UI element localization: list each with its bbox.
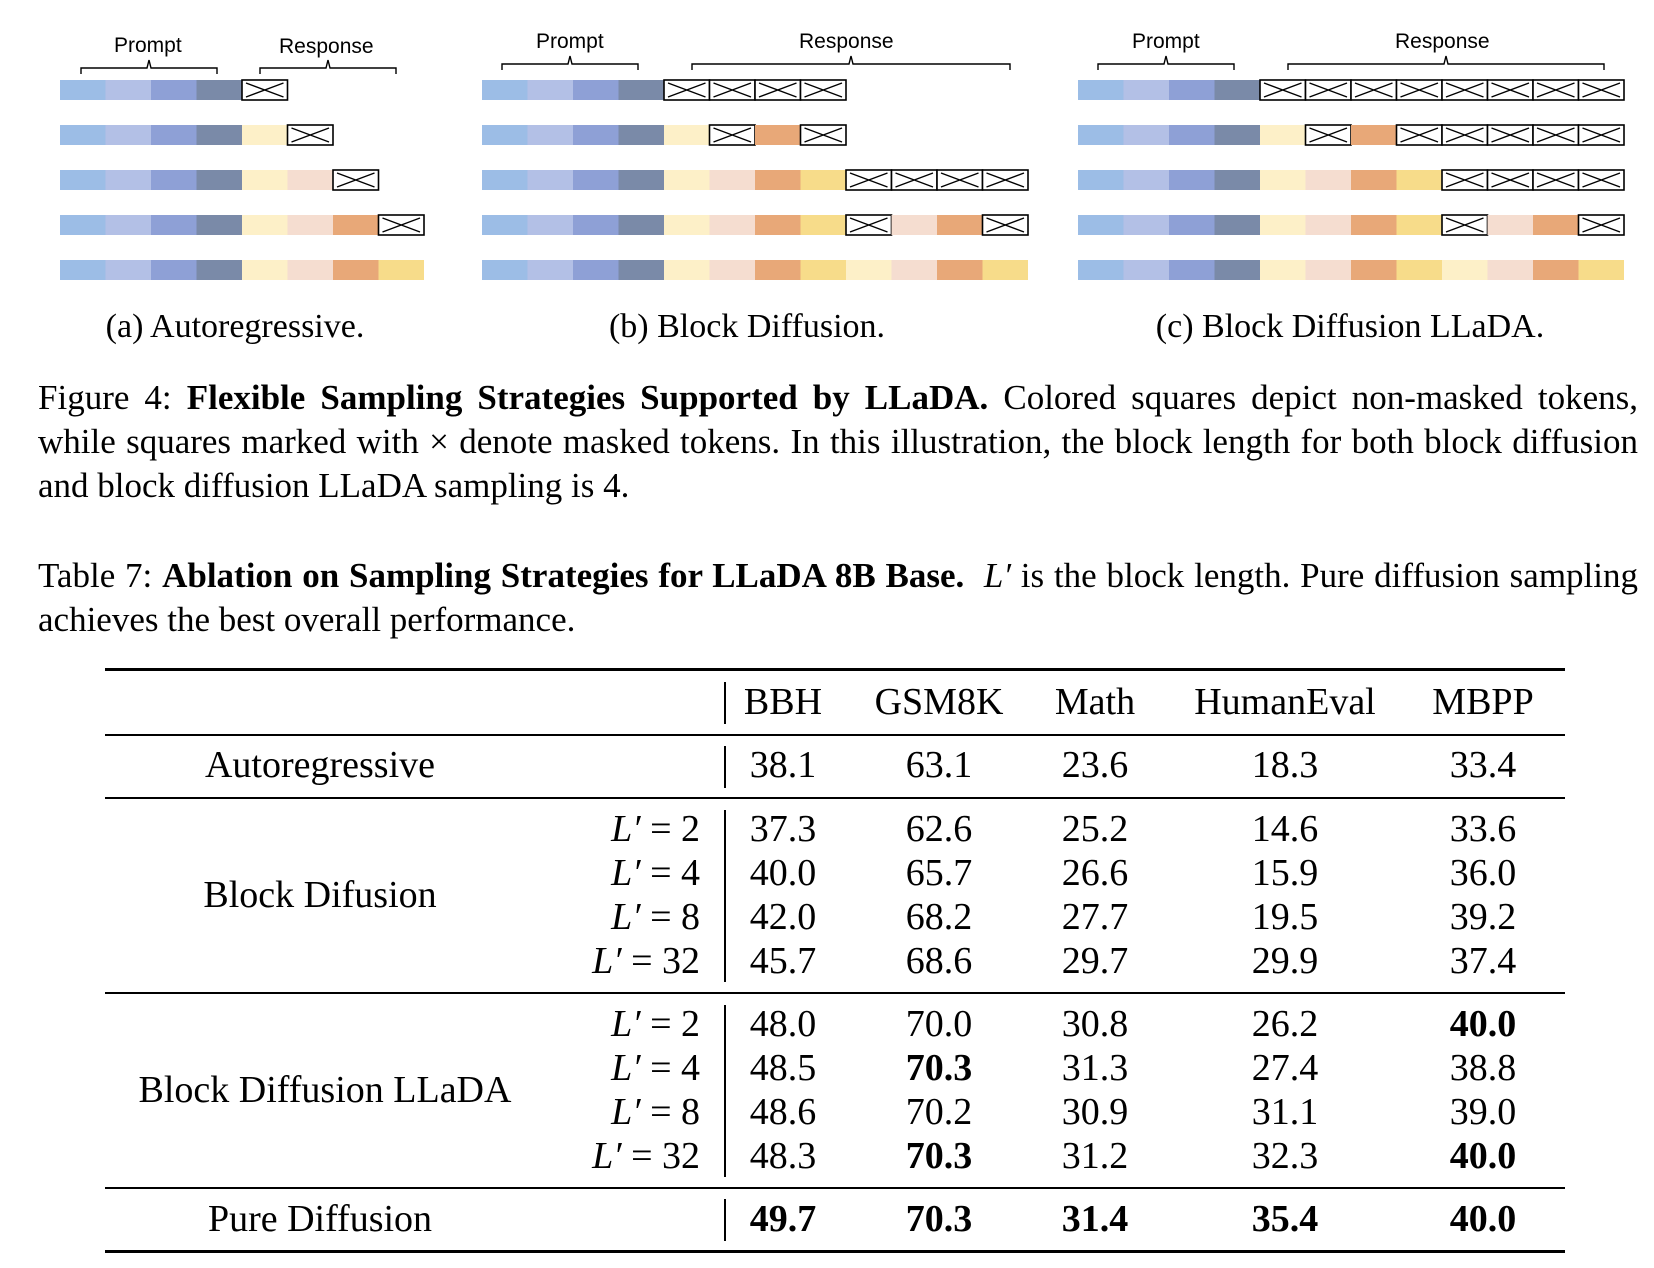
prompt-brace (79, 58, 219, 78)
token (288, 260, 334, 280)
table-cell: 39.0 (1449, 1091, 1517, 1133)
token (1533, 215, 1579, 235)
group-rule (105, 1187, 1565, 1189)
token (892, 260, 938, 280)
token (333, 260, 379, 280)
table-cell: 70.2 (905, 1091, 973, 1133)
bottom-rule (105, 1250, 1565, 1253)
header-rule (105, 734, 1565, 736)
token (801, 260, 847, 280)
column-header: Math (1054, 681, 1136, 723)
token (106, 125, 152, 145)
token (1169, 80, 1215, 100)
table-cell: 37.4 (1449, 940, 1517, 982)
column-header: MBPP (1432, 681, 1534, 723)
table-cell: 42.0 (749, 896, 817, 938)
token (710, 170, 756, 190)
token (937, 215, 983, 235)
top-rule (105, 668, 1565, 671)
table-cell: 38.1 (749, 744, 817, 786)
table-cell: 48.0 (749, 1003, 817, 1045)
response-label: Response (1395, 30, 1490, 53)
table-caption-variable: L′ (983, 556, 1011, 595)
token (573, 260, 619, 280)
table-cell: 31.1 (1251, 1091, 1319, 1133)
token (151, 80, 197, 100)
table-cell: 31.2 (1061, 1135, 1129, 1177)
token (664, 260, 710, 280)
block-length-param: L′ = 8 (611, 1091, 700, 1133)
token (197, 260, 243, 280)
token (1488, 260, 1534, 280)
table-cell: 27.4 (1251, 1047, 1319, 1089)
token (151, 260, 197, 280)
token (1078, 260, 1124, 280)
token (1351, 260, 1397, 280)
table-cell: 38.8 (1449, 1047, 1517, 1089)
token (1078, 215, 1124, 235)
token (528, 260, 574, 280)
token (710, 260, 756, 280)
token (937, 260, 983, 280)
table-cell: 45.7 (749, 940, 817, 982)
column-header: GSM8K (874, 681, 1004, 723)
token (1215, 215, 1261, 235)
panel-caption-b: (b) Block Diffusion. (608, 308, 886, 345)
token (1124, 80, 1170, 100)
token (288, 170, 334, 190)
row-group-label: Autoregressive (204, 744, 436, 786)
token (151, 125, 197, 145)
token-grid-block-diffusion (482, 78, 1032, 298)
token (1215, 125, 1261, 145)
token (1260, 260, 1306, 280)
token (755, 170, 801, 190)
token (482, 125, 528, 145)
token (379, 260, 425, 280)
table-cell: 48.5 (749, 1047, 817, 1089)
token (1397, 170, 1443, 190)
token (664, 170, 710, 190)
token (1533, 260, 1579, 280)
token (983, 260, 1029, 280)
figure-caption-text: Colored squares depict non-masked tokens, while squares marked with × denote masked tokens. In this illustration, the block length for both block diffusion and block diffusion LLaDA sampling is 4. (38, 378, 1638, 505)
table-cell: 65.7 (905, 852, 973, 894)
table-cell: 29.7 (1061, 940, 1129, 982)
token (197, 125, 243, 145)
table-cell: 68.2 (905, 896, 973, 938)
token (106, 215, 152, 235)
prompt-label: Prompt (1132, 30, 1200, 53)
table-cell: 25.2 (1061, 808, 1129, 850)
token (755, 215, 801, 235)
table-cell: 49.7 (749, 1198, 817, 1240)
token (1306, 215, 1352, 235)
table-cell: 33.6 (1449, 808, 1517, 850)
token (1579, 260, 1625, 280)
token (1169, 170, 1215, 190)
token (106, 80, 152, 100)
token (288, 215, 334, 235)
token (333, 215, 379, 235)
figure-caption-prefix: Figure 4: (38, 378, 187, 417)
table-cell: 23.6 (1061, 744, 1129, 786)
table-cell: 30.9 (1061, 1091, 1129, 1133)
token (710, 215, 756, 235)
token (60, 215, 106, 235)
token (619, 215, 665, 235)
response-label: Response (799, 30, 894, 53)
column-header: HumanEval (1194, 681, 1376, 723)
table-cell: 63.1 (905, 744, 973, 786)
token (619, 125, 665, 145)
token (197, 215, 243, 235)
table-cell: 35.4 (1251, 1198, 1319, 1240)
token (106, 170, 152, 190)
token (528, 215, 574, 235)
token (801, 170, 847, 190)
table-cell: 48.3 (749, 1135, 817, 1177)
table-cell: 14.6 (1251, 808, 1319, 850)
token (1260, 215, 1306, 235)
figure-caption-title: Flexible Sampling Strategies Supported by LLaDA. (186, 378, 989, 417)
table-cell: 26.2 (1251, 1003, 1319, 1045)
panel-caption-a: (a) Autoregressive. (105, 308, 365, 345)
token (60, 170, 106, 190)
table-caption-title: Ablation on Sampling Strategies for LLaDA 8B Base. (162, 556, 965, 595)
token (664, 215, 710, 235)
token (242, 125, 288, 145)
token (1124, 260, 1170, 280)
table-cell: 40.0 (1449, 1003, 1517, 1045)
token (482, 260, 528, 280)
token (60, 80, 106, 100)
token (573, 215, 619, 235)
column-header: BBH (743, 681, 823, 723)
table-cell: 31.3 (1061, 1047, 1129, 1089)
token (1351, 215, 1397, 235)
block-length-param: L′ = 2 (611, 1003, 700, 1045)
block-length-param: L′ = 4 (611, 852, 700, 894)
table-cell: 36.0 (1449, 852, 1517, 894)
token (1078, 80, 1124, 100)
table-cell: 40.0 (1449, 1135, 1517, 1177)
token (106, 260, 152, 280)
token (664, 125, 710, 145)
group-rule (105, 797, 1565, 799)
token (1169, 260, 1215, 280)
block-length-param: L′ = 8 (611, 896, 700, 938)
token (482, 170, 528, 190)
table-cell: 33.4 (1449, 744, 1517, 786)
token (197, 80, 243, 100)
table-cell: 37.3 (749, 808, 817, 850)
token (1124, 215, 1170, 235)
token (1442, 260, 1488, 280)
token (1397, 215, 1443, 235)
table-cell: 26.6 (1061, 852, 1129, 894)
block-length-param: L′ = 32 (592, 940, 700, 982)
table-caption (38, 554, 1638, 642)
token (1169, 125, 1215, 145)
table-cell: 18.3 (1251, 744, 1319, 786)
table-cell: 70.3 (905, 1198, 973, 1240)
table-cell: 70.3 (905, 1135, 973, 1177)
figure-caption (38, 376, 1638, 508)
token-grid-block-diffusion-llada (1078, 78, 1638, 298)
block-length-param: L′ = 2 (611, 808, 700, 850)
row-group-label: Block Difusion (203, 874, 437, 916)
token (1488, 215, 1534, 235)
token-grid-autoregressive (60, 78, 430, 298)
prompt-label: Prompt (114, 34, 182, 57)
token (801, 215, 847, 235)
token (60, 125, 106, 145)
token (755, 125, 801, 145)
row-group-label: Block Diffusion LLaDA (138, 1069, 512, 1111)
token (242, 260, 288, 280)
token (619, 260, 665, 280)
token (528, 170, 574, 190)
token (1260, 170, 1306, 190)
token (528, 125, 574, 145)
prompt-brace (1096, 54, 1236, 74)
token (573, 80, 619, 100)
token (242, 215, 288, 235)
token (846, 260, 892, 280)
token (1351, 170, 1397, 190)
token (1260, 125, 1306, 145)
prompt-label: Prompt (536, 30, 604, 53)
token (482, 80, 528, 100)
table-cell: 27.7 (1061, 896, 1129, 938)
prompt-brace (500, 54, 640, 74)
token (482, 215, 528, 235)
token (1215, 260, 1261, 280)
token (151, 215, 197, 235)
row-group-label: Pure Diffusion (207, 1198, 433, 1240)
token (892, 215, 938, 235)
response-brace (1286, 54, 1606, 74)
table-cell: 39.2 (1449, 896, 1517, 938)
token (1078, 170, 1124, 190)
table-caption-prefix: Table 7: (38, 556, 163, 595)
token (755, 260, 801, 280)
token (151, 170, 197, 190)
table-cell: 19.5 (1251, 896, 1319, 938)
response-brace (690, 54, 1012, 74)
token (528, 80, 574, 100)
table-cell: 31.4 (1061, 1198, 1129, 1240)
table-cell: 40.0 (749, 852, 817, 894)
token (1306, 170, 1352, 190)
token (197, 170, 243, 190)
token (573, 125, 619, 145)
token (1215, 80, 1261, 100)
table-cell: 15.9 (1251, 852, 1319, 894)
token (619, 170, 665, 190)
token (1124, 125, 1170, 145)
token (1078, 125, 1124, 145)
response-brace (258, 58, 398, 78)
table-cell: 62.6 (905, 808, 973, 850)
table-cell: 40.0 (1449, 1198, 1517, 1240)
token (1351, 125, 1397, 145)
token (60, 260, 106, 280)
table-cell: 32.3 (1251, 1135, 1319, 1177)
block-length-param: L′ = 32 (592, 1135, 700, 1177)
token (1397, 260, 1443, 280)
token (1306, 260, 1352, 280)
block-length-param: L′ = 4 (611, 1047, 700, 1089)
table-caption-text: is the block length. Pure diffusion sampling achieves the best overall performance. (38, 556, 1638, 639)
token (1169, 215, 1215, 235)
response-label: Response (279, 35, 374, 58)
token (619, 80, 665, 100)
table-cell: 70.0 (905, 1003, 973, 1045)
table-cell: 48.6 (749, 1091, 817, 1133)
token (1124, 170, 1170, 190)
token (242, 170, 288, 190)
table-cell: 30.8 (1061, 1003, 1129, 1045)
group-rule (105, 992, 1565, 994)
panel-caption-c: (c) Block Diffusion LLaDA. (1155, 308, 1545, 345)
table-cell: 29.9 (1251, 940, 1319, 982)
table-cell: 68.6 (905, 940, 973, 982)
token (1215, 170, 1261, 190)
table-cell: 70.3 (905, 1047, 973, 1089)
token (573, 170, 619, 190)
